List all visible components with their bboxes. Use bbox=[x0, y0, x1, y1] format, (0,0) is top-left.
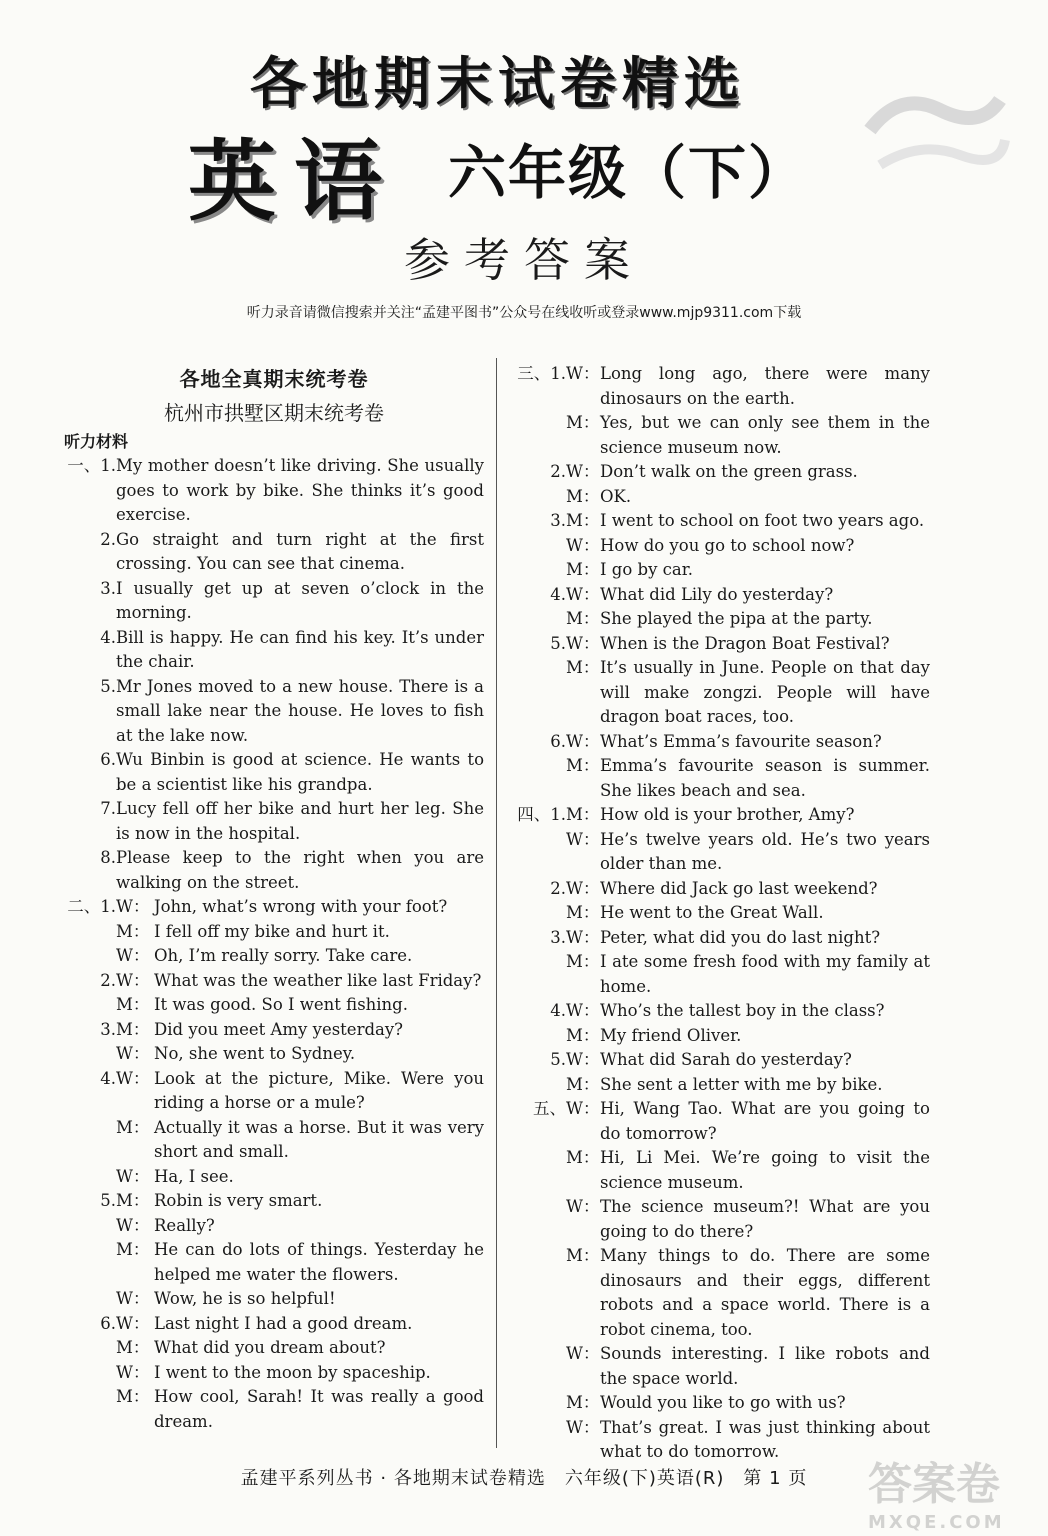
list-item bbox=[64, 797, 484, 846]
speaker-label: W： bbox=[566, 927, 600, 947]
list-item bbox=[514, 730, 930, 755]
item-number: 5. bbox=[100, 676, 116, 696]
item-text: OK. bbox=[600, 486, 632, 506]
item-number: 3. bbox=[100, 578, 116, 598]
item-number: 6. bbox=[550, 731, 566, 751]
section-title: 各地全真期末统考卷 bbox=[179, 367, 369, 391]
speaker-label: W： bbox=[116, 1362, 150, 1382]
item-text: Lucy fell off her bike and hurt her leg. She is now in the hospital. bbox=[116, 799, 484, 843]
item-text: Bill is happy. He can find his key. It’s under the chair. bbox=[116, 627, 484, 671]
item-text: Mr Jones moved to a new house. There is a small lake near the house. He loves to fish at the lake now. bbox=[116, 676, 484, 745]
speaker-label: M： bbox=[116, 1240, 150, 1259]
speaker-label: M： bbox=[566, 658, 600, 677]
item-text: He went to the Great Wall. bbox=[600, 903, 824, 922]
item-text: Emma’s favourite season is summer. She likes beach and sea. bbox=[600, 756, 930, 800]
list-item bbox=[514, 926, 930, 951]
speaker-label: M： bbox=[566, 1025, 600, 1045]
item-text: Please keep to the right when you are walking on the street. bbox=[116, 848, 484, 892]
grade-title: 六年级（下） bbox=[448, 139, 809, 207]
speaker-label: M： bbox=[566, 1074, 600, 1094]
list-item bbox=[64, 1238, 484, 1287]
list-item bbox=[514, 460, 930, 485]
list-item bbox=[64, 748, 484, 797]
item-text: I ate some fresh food with my family at home. bbox=[600, 952, 930, 996]
speaker-label: W： bbox=[566, 878, 600, 898]
speaker-label: M： bbox=[566, 1148, 600, 1167]
item-text: How cool, Sarah! It was really a good dream. bbox=[154, 1387, 484, 1431]
item-text: Oh, I’m really sorry. Take care. bbox=[154, 946, 413, 965]
speaker-label: M： bbox=[566, 805, 600, 824]
item-text: My mother doesn’t like driving. She usually goes to work by bike. She thinks it’s good exercise. bbox=[116, 456, 484, 524]
list-item bbox=[514, 950, 930, 999]
list-item bbox=[514, 607, 930, 632]
answer-title: 参考答案 bbox=[404, 233, 644, 287]
speaker-label: W： bbox=[566, 1344, 600, 1363]
speaker-label: W： bbox=[566, 829, 600, 849]
speaker-label: W： bbox=[566, 462, 600, 481]
list-item bbox=[514, 754, 930, 803]
list-item bbox=[64, 1116, 484, 1165]
item-text: No, she went to Sydney. bbox=[154, 1044, 356, 1063]
item-text: Wow, he is so helpful! bbox=[154, 1289, 336, 1308]
item-text: Really? bbox=[154, 1215, 215, 1235]
list-item bbox=[64, 944, 484, 969]
list-item bbox=[514, 1146, 930, 1195]
list-item bbox=[64, 1287, 484, 1312]
list-item bbox=[64, 969, 484, 994]
speaker-label: W： bbox=[116, 897, 150, 916]
item-text: She sent a letter with me by bike. bbox=[600, 1074, 883, 1094]
item-text: I fell off my bike and hurt it. bbox=[154, 921, 390, 941]
item-number: 7. bbox=[100, 799, 116, 818]
item-text: When is the Dragon Boat Festival? bbox=[600, 633, 890, 653]
item-number: 6. bbox=[100, 1313, 116, 1333]
listening-items-left bbox=[64, 454, 484, 1434]
item-number: 3. bbox=[550, 927, 566, 947]
item-text: Last night I had a good dream. bbox=[154, 1313, 413, 1333]
speaker-label: W： bbox=[566, 535, 600, 555]
list-item bbox=[64, 895, 484, 920]
item-text: I went to school on foot two years ago. bbox=[600, 511, 925, 530]
list-item bbox=[64, 846, 484, 895]
list-item bbox=[514, 1097, 930, 1146]
listening-items-right bbox=[514, 362, 930, 1465]
list-item bbox=[514, 803, 930, 828]
item-text: He can do lots of things. Yesterday he helped me water the flowers. bbox=[154, 1240, 484, 1284]
item-text: It’s usually in June. People on that day will make zongzi. People will have dragon boat races, too. bbox=[600, 658, 930, 726]
subsection-title: 听力材料 bbox=[64, 432, 129, 451]
speaker-label: M： bbox=[116, 1019, 150, 1039]
item-text: I usually get up at seven o’clock in the morning. bbox=[116, 578, 484, 622]
list-item bbox=[514, 411, 930, 460]
speaker-label: M： bbox=[566, 756, 600, 775]
item-number: 一、1. bbox=[67, 456, 116, 475]
item-text: Hi, Wang Tao. What are you going to do tomorrow? bbox=[600, 1099, 930, 1143]
item-number: 5. bbox=[100, 1191, 116, 1210]
list-item bbox=[514, 583, 930, 608]
speaker-label: W： bbox=[116, 1313, 150, 1333]
speaker-label: W： bbox=[566, 1001, 600, 1020]
item-text: That’s great. I was just thinking about what to do tomorrow. bbox=[600, 1417, 930, 1461]
item-text: Peter, what did you do last night? bbox=[600, 927, 881, 947]
series-title: 各地期末试卷精选 bbox=[250, 52, 746, 117]
speaker-label: W： bbox=[566, 731, 600, 751]
item-text: Wu Binbin is good at science. He wants to be a scientist like his grandpa. bbox=[116, 750, 484, 794]
list-item bbox=[64, 1189, 484, 1214]
item-number: 4. bbox=[550, 1001, 566, 1020]
list-item bbox=[514, 999, 930, 1024]
speaker-label: W： bbox=[566, 633, 600, 653]
item-text: Where did Jack go last weekend? bbox=[600, 878, 878, 898]
item-text: What did you dream about? bbox=[154, 1338, 386, 1357]
speaker-label: W： bbox=[566, 1417, 600, 1437]
item-text: Sounds interesting. I like robots and the space world. bbox=[600, 1344, 930, 1388]
item-text: What’s Emma’s favourite season? bbox=[600, 731, 882, 751]
item-text: Look at the picture, Mike. Were you riding a horse or a mule? bbox=[154, 1068, 484, 1112]
item-number: 2. bbox=[550, 462, 566, 481]
right-column bbox=[514, 362, 930, 1465]
item-number: 二、1. bbox=[67, 897, 116, 916]
list-item bbox=[64, 1067, 484, 1116]
item-text: Would you like to go with us? bbox=[600, 1393, 846, 1412]
item-text: Go straight and turn right at the first crossing. You can see that cinema. bbox=[116, 529, 484, 573]
item-number: 6. bbox=[100, 750, 116, 769]
item-number: 3. bbox=[100, 1019, 116, 1039]
speaker-label: W： bbox=[566, 364, 600, 383]
list-item bbox=[514, 509, 930, 534]
item-text: Hi, Li Mei. We’re going to visit the science museum. bbox=[600, 1148, 930, 1192]
item-text: It was good. So I went fishing. bbox=[154, 995, 408, 1014]
item-text: What was the weather like last Friday? bbox=[154, 970, 482, 990]
list-item bbox=[64, 1214, 484, 1239]
item-text: How do you go to school now? bbox=[600, 535, 855, 555]
list-item bbox=[64, 993, 484, 1018]
speaker-label: M： bbox=[116, 1338, 150, 1357]
item-text: She played the pipa at the party. bbox=[600, 609, 873, 628]
item-text: I go by car. bbox=[600, 560, 694, 579]
speaker-label: W： bbox=[116, 1289, 150, 1308]
list-item bbox=[64, 675, 484, 749]
list-item bbox=[64, 920, 484, 945]
item-text: I went to the moon by spaceship. bbox=[154, 1362, 431, 1382]
list-item bbox=[64, 528, 484, 577]
item-text: The science museum?! What are you going to do there? bbox=[600, 1197, 930, 1241]
item-number: 4. bbox=[100, 627, 116, 647]
item-number: 2. bbox=[550, 878, 566, 898]
item-text: Long long ago, there were many dinosaurs on the earth. bbox=[600, 364, 930, 408]
list-item bbox=[514, 656, 930, 730]
list-item bbox=[64, 1385, 484, 1434]
list-item bbox=[514, 1024, 930, 1049]
speaker-label: M： bbox=[116, 921, 150, 941]
speaker-label: M： bbox=[566, 1393, 600, 1412]
item-text: Who’s the tallest boy in the class? bbox=[600, 1001, 885, 1020]
list-item bbox=[64, 626, 484, 675]
page-footer: 孟建平系列丛书 · 各地期末试卷精选 六年级(下)英语(R) 第 1 页 bbox=[240, 1468, 808, 1489]
speaker-label: M： bbox=[566, 511, 600, 530]
list-item bbox=[64, 1165, 484, 1190]
item-number: 4. bbox=[100, 1068, 116, 1088]
list-item bbox=[64, 1336, 484, 1361]
item-number: 三、1. bbox=[517, 364, 566, 383]
item-text: How old is your brother, Amy? bbox=[600, 805, 855, 824]
list-item bbox=[64, 1018, 484, 1043]
list-item bbox=[514, 1342, 930, 1391]
watermark-line1: 答案卷 bbox=[868, 1459, 1000, 1510]
item-number: 3. bbox=[550, 511, 566, 530]
list-item bbox=[514, 558, 930, 583]
list-item bbox=[514, 901, 930, 926]
subject-title: 英语 bbox=[188, 130, 401, 233]
item-number: 8. bbox=[100, 848, 116, 867]
speaker-label: M： bbox=[116, 1191, 150, 1210]
exam-title: 杭州市拱墅区期末统考卷 bbox=[164, 401, 384, 425]
item-text: Actually it was a horse. But it was very short and small. bbox=[154, 1117, 484, 1161]
item-text: Did you meet Amy yesterday? bbox=[154, 1019, 404, 1039]
speaker-label: M： bbox=[116, 1117, 150, 1137]
list-item bbox=[514, 1244, 930, 1342]
item-number: 2. bbox=[100, 970, 116, 990]
item-text: John, what’s wrong with your foot? bbox=[154, 897, 448, 916]
speaker-label: M： bbox=[566, 413, 600, 432]
list-item bbox=[64, 454, 484, 528]
item-text: Yes, but we can only see them in the science museum now. bbox=[600, 413, 930, 457]
list-item bbox=[64, 1042, 484, 1067]
speaker-label: W： bbox=[566, 1197, 600, 1216]
item-number: 四、1. bbox=[517, 805, 566, 824]
speaker-label: W： bbox=[566, 584, 600, 604]
speaker-label: M： bbox=[566, 952, 600, 971]
list-item bbox=[514, 1073, 930, 1098]
list-item bbox=[514, 1391, 930, 1416]
list-item bbox=[514, 632, 930, 657]
left-column bbox=[64, 362, 484, 1434]
column-divider bbox=[496, 358, 497, 1448]
list-item bbox=[514, 534, 930, 559]
speaker-label: M： bbox=[566, 486, 600, 506]
speaker-label: W： bbox=[116, 946, 150, 965]
item-text: What did Sarah do yesterday? bbox=[600, 1050, 852, 1069]
speaker-label: W： bbox=[116, 1166, 150, 1186]
speaker-label: M： bbox=[116, 995, 150, 1014]
speaker-label: M： bbox=[566, 609, 600, 628]
list-item bbox=[64, 1361, 484, 1386]
item-text: What did Lily do yesterday? bbox=[600, 584, 834, 604]
list-item bbox=[514, 1048, 930, 1073]
speaker-label: M： bbox=[116, 1387, 150, 1406]
list-item bbox=[514, 877, 930, 902]
speaker-label: W： bbox=[116, 970, 150, 990]
speaker-label: W： bbox=[566, 1050, 600, 1069]
audio-notice: 听力录音请微信搜索并关注“孟建平图书”公众号在线收听或登录www.mjp9311.com下载 bbox=[246, 305, 802, 321]
speaker-label: W： bbox=[116, 1068, 150, 1088]
item-number: 2. bbox=[100, 529, 116, 549]
list-item bbox=[514, 362, 930, 411]
speaker-label: M： bbox=[566, 560, 600, 579]
speaker-label: M： bbox=[566, 1246, 600, 1265]
list-item bbox=[64, 1312, 484, 1337]
item-number: 4. bbox=[550, 584, 566, 604]
speaker-label: W： bbox=[116, 1044, 150, 1063]
item-text: Don’t walk on the green grass. bbox=[600, 462, 858, 481]
item-text: My friend Oliver. bbox=[600, 1025, 742, 1045]
list-item bbox=[64, 577, 484, 626]
watermark-line2: MXQE.COM bbox=[868, 1512, 1005, 1533]
speaker-label: M： bbox=[566, 903, 600, 922]
item-text: Robin is very smart. bbox=[154, 1191, 323, 1210]
item-number: 五、 bbox=[533, 1099, 566, 1118]
list-item bbox=[514, 485, 930, 510]
item-text: He’s twelve years old. He’s two years older than me. bbox=[600, 829, 930, 873]
list-item bbox=[514, 1195, 930, 1244]
speaker-label: W： bbox=[566, 1099, 600, 1118]
decorative-pattern bbox=[860, 70, 1010, 190]
speaker-label: W： bbox=[116, 1215, 150, 1235]
item-text: Many things to do. There are some dinosaurs and their eggs, different robots and a space world. There is a robot cinema, too. bbox=[600, 1246, 930, 1339]
watermark-logo bbox=[868, 1448, 1028, 1533]
item-number: 5. bbox=[550, 1050, 566, 1069]
item-text: Ha, I see. bbox=[154, 1166, 234, 1186]
item-number: 5. bbox=[550, 633, 566, 653]
list-item bbox=[514, 828, 930, 877]
